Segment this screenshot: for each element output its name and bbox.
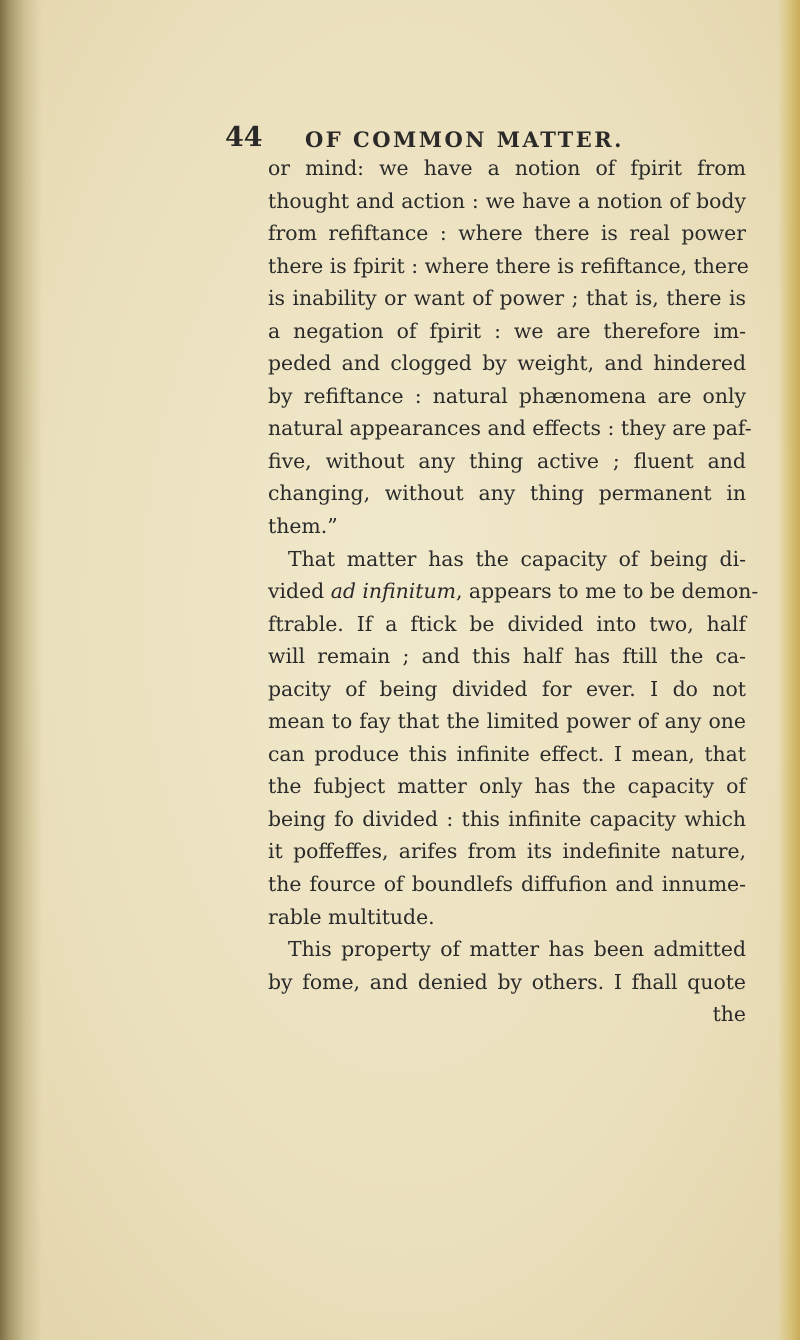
text-line: it poffeffes, arifes from its indefinite nature, <box>268 839 746 864</box>
text-line: rable multitude. <box>268 904 435 929</box>
italic-phrase: ad infinitum <box>330 579 456 604</box>
text-fragment: , appears to me to be demon- <box>455 579 759 604</box>
catchword: the <box>712 1002 746 1027</box>
text-line: the fubject matter only has the capacity of <box>268 774 746 799</box>
text-line: can produce this infinite effect. I mean, that <box>268 741 746 766</box>
text-line: from refiftance : where there is real power <box>268 221 746 246</box>
text-line: there is fpirit : where there is refiftance, there <box>268 253 749 278</box>
text-line-with-italic <box>268 575 759 608</box>
text-line: thought and action : we have a notion of body <box>268 188 746 213</box>
text-line: them.” <box>268 514 338 539</box>
text-line: a negation of fpirit : we are therefore im- <box>268 318 746 343</box>
text-line: pacity of being divided for ever. I do not <box>268 676 746 701</box>
text-line: by fome, and denied by others. I fhall quote <box>268 969 746 994</box>
text-line: will remain ; and this half has ftill the ca- <box>268 644 746 669</box>
paragraph-first-line: That matter has the capacity of being di- <box>288 546 746 571</box>
text-line: is inability or want of power ; that is, there is <box>268 286 746 311</box>
text-line: ftrable. If a ftick be divided into two, half <box>268 611 746 636</box>
text-line: natural appearances and effects : they are paf- <box>268 416 752 441</box>
text-line: mean to fay that the limited power of any one <box>268 709 746 734</box>
paragraph-first-line: This property of matter has been admitted <box>288 937 746 962</box>
text-line: changing, without any thing permanent in <box>268 481 746 506</box>
binding-shadow <box>0 0 42 1340</box>
text-line: or mind: we have a notion of fpirit from <box>268 156 746 180</box>
text-line: peded and clogged by weight, and hindered <box>268 351 746 376</box>
page-number: 44 <box>225 122 263 153</box>
running-title: OF COMMON MATTER. <box>305 127 624 152</box>
text-fragment: vided <box>268 579 331 604</box>
text-line: by refiftance : natural phænomena are only <box>268 383 746 408</box>
text-line: the fource of boundlefs diffufion and innume- <box>268 872 746 897</box>
text-line: being fo divided : this infinite capacity which <box>268 806 746 831</box>
body-text <box>268 152 759 1031</box>
text-line: five, without any thing active ; fluent and <box>268 448 746 473</box>
page-edge <box>778 0 800 1340</box>
